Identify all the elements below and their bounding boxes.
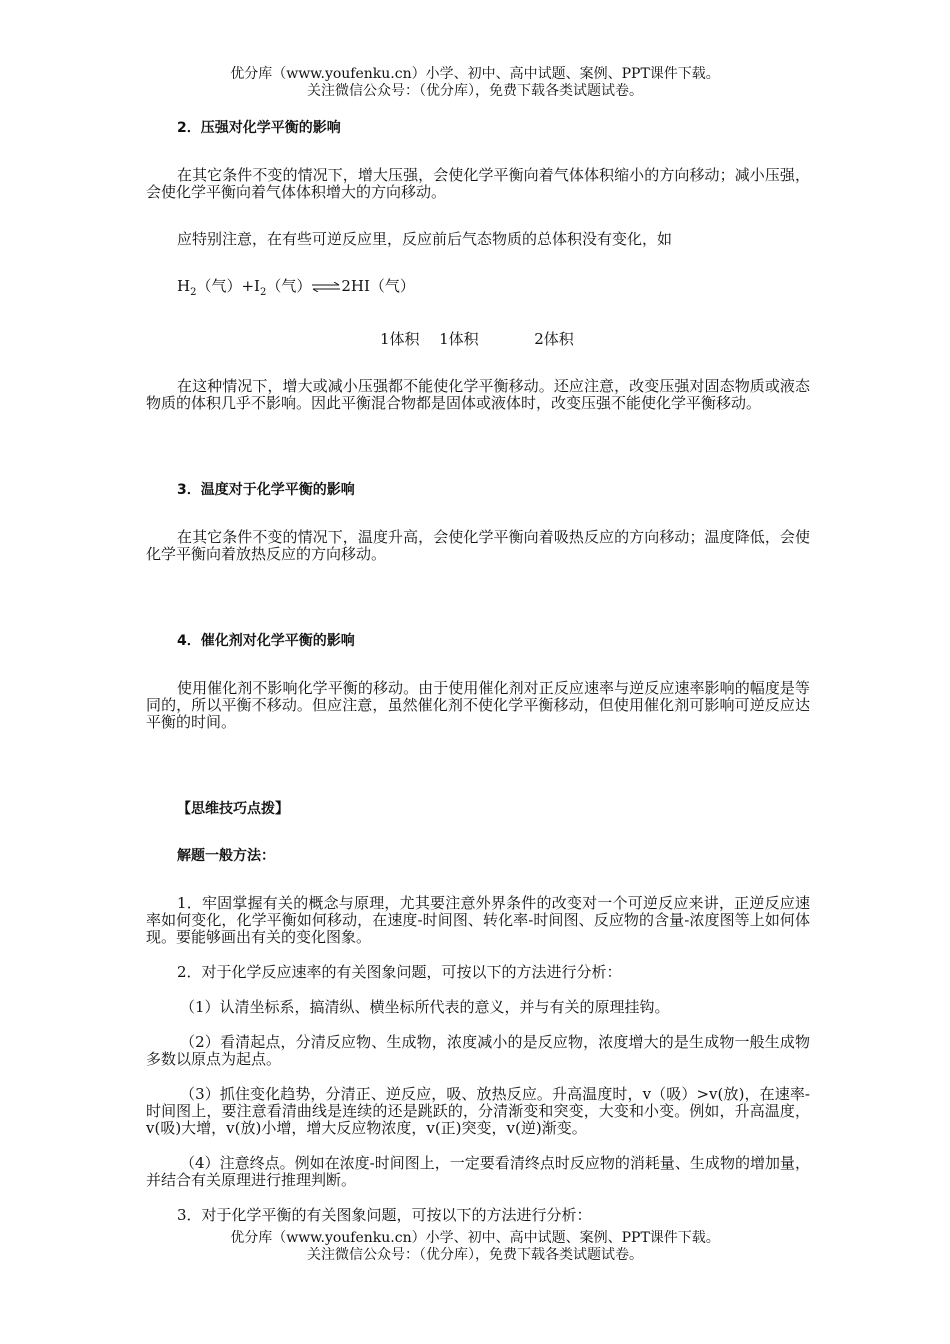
tips-item-1: 1．牢固掌握有关的概念与原理，尤其要注意外界条件的改变对一个可逆反应来讲，正逆反应速率如何变化，化学平衡如何移动，在速度-时间图、转化率-时间图、反应物的含量-浓度图等上如何体现。要能够画出有关的变化图象。 xyxy=(146,894,810,946)
volume-label-2: 1体积 xyxy=(439,330,479,348)
equation-product: 2HI（气） xyxy=(341,277,415,295)
tips-item-2: 2．对于化学反应速率的有关图象问题，可按以下的方法进行分析： xyxy=(177,963,622,981)
chemical-equation xyxy=(177,278,810,301)
footer-line-1: 优分库（www.youfenku.cn）小学、初中、高中试题、案例、PPT课件下载。 xyxy=(230,1230,720,1246)
tips-item-3: 3．对于化学平衡的有关图象问题，可按以下的方法进行分析： xyxy=(177,1206,592,1224)
document-body xyxy=(146,120,810,1224)
tips-subtitle: 解题一般方法： xyxy=(177,848,275,864)
equation-i-subscript: 2 xyxy=(259,287,267,298)
section-2-paragraph-2: 应特别注意，在有些可逆反应里，反应前后气态物质的总体积没有变化，如 xyxy=(177,230,673,248)
section-2-title: 2．压强对化学平衡的影响 xyxy=(177,120,341,136)
tips-sub-3: （3）抓住变化趋势，分清正、逆反应，吸、放热反应。升高温度时，v（吸）>v(放)，在速率-时间图上，要注意看清曲线是连续的还是跳跃的，分清渐变和突变，大变和小变。例如，升高温度，v(吸)大增，v(放)小增，增大反应物浓度，v(正)突变，v(逆)渐变。 xyxy=(146,1085,810,1137)
tips-sub-2: （2）看清起点，分清反应物、生成物，浓度减小的是反应物，浓度增大的是生成物一般生成物多数以原点为起点。 xyxy=(146,1033,810,1068)
header-line-1: 优分库（www.youfenku.cn）小学、初中、高中试题、案例、PPT课件下载。 xyxy=(230,66,720,82)
section-4-title: 4．催化剂对化学平衡的影响 xyxy=(177,633,355,649)
tips-sub-1: （1）认清坐标系，搞清纵、横坐标所代表的意义，并与有关的原理挂钩。 xyxy=(180,998,670,1016)
volume-labels xyxy=(146,331,810,348)
equation-h: H xyxy=(177,277,191,295)
equation-h-subscript: 2 xyxy=(190,287,197,298)
page-footer xyxy=(0,1230,950,1264)
section-3-paragraph-1: 在其它条件不变的情况下，温度升高，会使化学平衡向着吸热反应的方向移动；温度降低，会使化学平衡向着放热反应的方向移动。 xyxy=(146,528,810,563)
section-2-paragraph-3: 在这种情况下，增大或减小压强都不能使化学平衡移动。还应注意，改变压强对固态物质或液态物质的体积几乎不影响。因此平衡混合物都是固体或液体时，改变压强不能使化学平衡移动。 xyxy=(146,377,810,412)
equilibrium-arrow-icon xyxy=(311,279,341,296)
section-3-title: 3．温度对于化学平衡的影响 xyxy=(177,482,355,498)
tips-sub-4: （4）注意终点。例如在浓度-时间图上，一定要看清终点时反应物的消耗量、生成物的增加量，并结合有关原理进行推理判断。 xyxy=(146,1154,810,1189)
footer-line-2: 关注微信公众号：（优分库），免费下载各类试题试卷。 xyxy=(307,1247,643,1263)
equation-middle: （气）+I xyxy=(196,277,260,295)
page-header xyxy=(0,66,950,100)
volume-label-1: 1体积 xyxy=(380,330,420,348)
section-2-paragraph-1: 在其它条件不变的情况下，增大压强，会使化学平衡向着气体体积缩小的方向移动；减小压强，会使化学平衡向着气体体积增大的方向移动。 xyxy=(146,166,810,201)
volume-label-3: 2体积 xyxy=(534,330,574,348)
header-line-2: 关注微信公众号：（优分库），免费下载各类试题试卷。 xyxy=(307,83,643,99)
tips-title: 【思维技巧点拨】 xyxy=(177,801,289,817)
section-4-paragraph-1: 使用催化剂不影响化学平衡的移动。由于使用催化剂对正反应速率与逆反应速率影响的幅度是等同的，所以平衡不移动。但应注意，虽然催化剂不使化学平衡移动，但使用催化剂可影响可逆反应达平衡的时间。 xyxy=(146,679,810,731)
equation-gas: （气） xyxy=(266,277,312,295)
